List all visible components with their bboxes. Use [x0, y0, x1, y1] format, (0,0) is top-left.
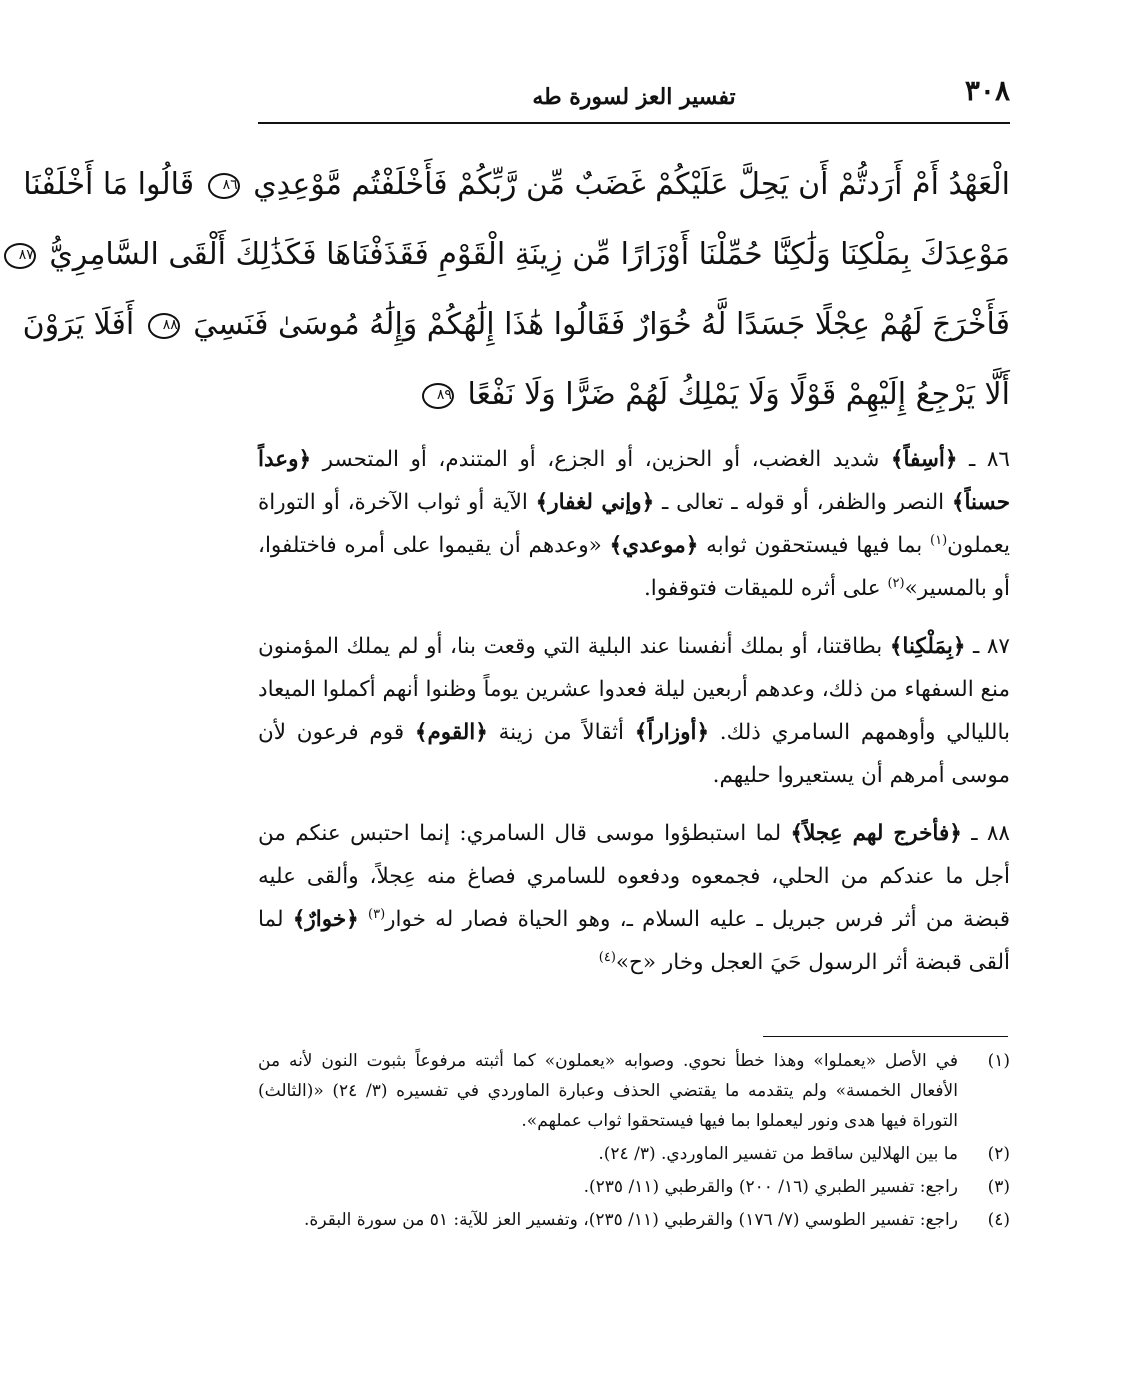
ayah-number-marker: ٨٩: [422, 383, 454, 409]
verse-number: ٨٦ ـ: [969, 447, 1010, 472]
commentary-text: بطاقتنا، أو بملك أنفسنا عند البلية التي وقعت بنا، أو لم يملك المؤمنون منع السفهاء من ذلك، وعدهم أربعين ليلة فعدوا عشرين يوماً وظنوا أنهم أكملوا الميعاد بالليالي وأوهمهم السامري ذلك.: [258, 634, 1011, 745]
quran-line-4: [258, 360, 1010, 430]
verse-text: أَلَّا يَرْجِعُ إِلَيْهِمْ قَوْلًا وَلَا يَمْلِكُ لَهُمْ ضَرًّا وَلَا نَفْعًا: [467, 377, 1010, 412]
quoted-word: ﴿وعداً حسناً﴾: [258, 447, 1010, 515]
quran-verses: [18, 150, 1010, 430]
quran-line-1: [23, 150, 1010, 220]
header-rule: [258, 122, 1010, 124]
footnote-ref[interactable]: (١): [930, 532, 948, 548]
commentary-paragraph-86: [258, 438, 1010, 610]
footnote-marker: (١): [987, 1051, 1010, 1071]
footnote-marker: (٢): [987, 1144, 1010, 1164]
quoted-word: ﴿بِمَلْكِنا﴾: [889, 634, 966, 659]
running-title: تفسير العز لسورة طه: [532, 84, 736, 110]
commentary-paragraph-88: [258, 812, 1010, 984]
footnote-ref[interactable]: (٣): [368, 906, 386, 922]
commentary-text: لما استبطؤوا موسى قال السامري: إنما احتبس عنكم من أجل ما عندكم من الحلي، فجمعوه ودفعوه للسامري فصاغ منه عِجلاً، وألقى عليه قبضة من أثر فرس جبريل ـ عليه السلام ـ، وهو الحياة فصار له خوار: [258, 821, 1010, 932]
footnote-text: في الأصل «يعملوا» وهذا خطأ نحوي. وصوابه «يعملون» كما أثبته مرفوعاً بثبوت النون لأنه من الأفعال الخمسة» ولم يتقدمه ما يقتضي الحذف وعبارة الماوردي في تفسيره (٣/ ٢٤) «(الثالث) التوراة فيها هدى ونور ليعملوا بما فيها فيستحقوا ثواب عملهم».: [258, 1051, 958, 1131]
commentary-text: قوم فرعون لأن موسى أمرهم أن يستعيروا حليهم.: [258, 720, 1010, 788]
footnote-text: راجع: تفسير الطبري (١٦/ ٢٠٠) والقرطبي (١١/ ٢٣٥).: [583, 1177, 958, 1197]
quran-line-2: [18, 220, 1010, 290]
quoted-word: ﴿موعدي﴾: [609, 533, 699, 558]
quoted-word: ﴿خوارٌ﴾: [292, 907, 359, 932]
footnote-item: [258, 1172, 1010, 1202]
verse-text: مَوْعِدَكَ بِمَلْكِنَا وَلَٰكِنَّا حُمِّلْنَا أَوْزَارًا مِّن زِينَةِ الْقَوْمِ فَقَذَفْنَاهَا فَكَذَٰلِكَ أَلْقَى السَّامِرِيُّ: [49, 237, 1010, 272]
ayah-number-marker: ٨٦: [208, 173, 240, 199]
quoted-word: ﴿فأخرج لهم عِجلاً﴾: [790, 821, 962, 846]
footnote-ref[interactable]: (٤): [598, 949, 616, 965]
footnote-text: ما بين الهلالين ساقط من تفسير الماوردي. (٣/ ٢٤).: [598, 1144, 958, 1164]
verse-text: فَأَخْرَجَ لَهُمْ عِجْلًا جَسَدًا لَّهُ خُوَارٌ فَقَالُوا هَٰذَا إِلَٰهُكُمْ وَإِلَٰهُ مُوسَىٰ فَنَسِيَ: [193, 307, 1010, 342]
footnote-rule: [763, 1036, 1008, 1037]
commentary-text: الآية أو ثواب الآخرة، أو التوراة يعملون: [258, 490, 1010, 558]
footnote-item: [258, 1046, 1010, 1136]
quoted-word: ﴿أسِفاً﴾: [890, 447, 958, 472]
ayah-number-marker: ٨٧: [4, 243, 36, 269]
commentary-text: «وعدهم أن يقيموا على أمره فاختلفوا، أو بالمسير»: [258, 533, 1010, 601]
commentary-text: بما فيها فيستحقون ثوابه: [706, 533, 923, 558]
footnotes: [258, 1046, 1010, 1238]
footnote-item: [258, 1139, 1010, 1169]
page-number: ٣٠٨: [964, 74, 1010, 107]
commentary-text: النصر والظفر، أو قوله ـ تعالى ـ: [662, 490, 945, 515]
page-header: [258, 68, 1010, 124]
commentary-text: على أثره للميقات فتوقفوا.: [643, 576, 881, 601]
quoted-word: ﴿أوزاراً﴾: [634, 720, 710, 745]
footnote-marker: (٣): [987, 1177, 1010, 1197]
footnote-marker: (٤): [987, 1210, 1010, 1230]
footnote-text: راجع: تفسير الطوسي (٧/ ١٧٦) والقرطبي (١١/ ٢٣٥)، وتفسير العز للآية: ٥١ من سورة البقرة.: [304, 1210, 958, 1230]
quoted-word: ﴿وإني لغفار﴾: [535, 490, 655, 515]
verse-text: قَالُوا مَا أَخْلَفْنَا: [23, 167, 195, 202]
ayah-number-marker: ٨٨: [148, 313, 180, 339]
quoted-word: ﴿القوم﴾: [414, 720, 488, 745]
verse-number: ٨٧ ـ: [973, 634, 1010, 659]
commentary-paragraph-87: [258, 625, 1010, 797]
verse-number: ٨٨ ـ: [971, 821, 1010, 846]
quran-line-3: [22, 290, 1010, 360]
footnote-item: [258, 1205, 1010, 1235]
footnote-ref[interactable]: (٢): [887, 575, 905, 591]
commentary-text: شديد الغضب، أو الحزين، أو الجزع، أو المتندم، أو المتحسر: [322, 447, 880, 472]
commentary-text: لما ألقى قبضة أثر الرسول حَيَ العجل وخار «ح»: [258, 907, 1010, 975]
commentary-text: أثقالاً من زينة: [498, 720, 625, 745]
book-page: [18, 0, 1133, 1382]
verse-text: أَفَلَا يَرَوْنَ: [22, 307, 135, 342]
verse-text: الْعَهْدُ أَمْ أَرَدتُّمْ أَن يَحِلَّ عَلَيْكُمْ غَضَبٌ مِّن رَّبِّكُمْ فَأَخْلَفْتُم مَّوْعِدِي: [253, 167, 1010, 202]
commentary: [258, 438, 1010, 999]
